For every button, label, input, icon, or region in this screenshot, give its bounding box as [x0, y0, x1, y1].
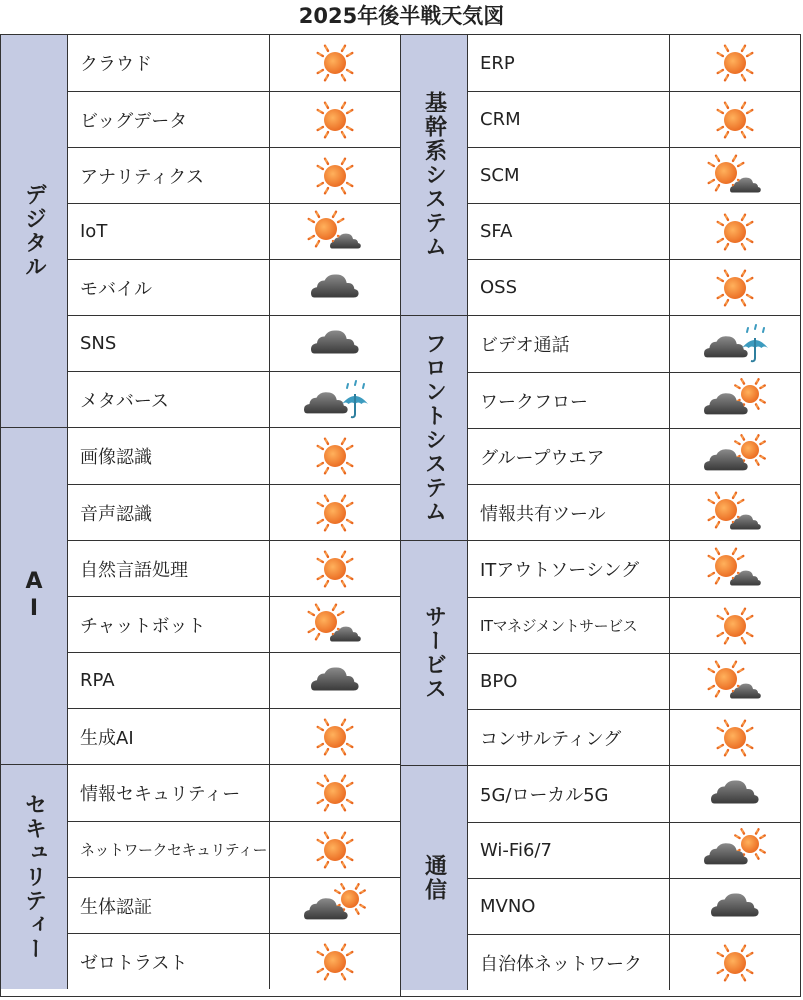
table-row [468, 147, 800, 203]
item-label: SCM [468, 148, 670, 203]
table-row [68, 259, 400, 315]
weather-board [0, 34, 801, 997]
item-label: チャットボット [68, 597, 270, 652]
category-group [1, 35, 400, 427]
sun-icon [670, 35, 800, 91]
sun-icon [270, 934, 400, 989]
table-row [68, 708, 400, 764]
item-label: ビッグデータ [68, 92, 270, 147]
category-group [401, 35, 800, 315]
item-label: ERP [468, 35, 670, 91]
item-label: 画像認識 [68, 428, 270, 484]
item-label: SFA [468, 204, 670, 259]
item-label: SNS [68, 316, 270, 371]
table-row [68, 652, 400, 708]
table-row [468, 484, 800, 540]
item-label: 自然言語処理 [68, 541, 270, 596]
category-text: セキュリティー [21, 793, 47, 961]
category-rows [68, 428, 400, 764]
category-group [1, 764, 400, 989]
sun-icon [270, 485, 400, 540]
item-label: ワークフロー [468, 373, 670, 428]
item-label: MVNO [468, 879, 670, 934]
category-label [401, 541, 468, 765]
sun-icon [270, 822, 400, 877]
item-label: CRM [468, 92, 670, 147]
item-label: Wi-Fi6/7 [468, 823, 670, 878]
table-row [68, 371, 400, 427]
sun-icon [270, 765, 400, 821]
category-text: 基幹系システム [421, 91, 447, 259]
table-row [468, 35, 800, 91]
table-row [68, 540, 400, 596]
category-rows [468, 766, 800, 990]
left-column [1, 35, 400, 996]
table-row [68, 35, 400, 91]
sun-cloud-icon [670, 148, 800, 203]
sun-icon [270, 541, 400, 596]
item-label: IoT [68, 204, 270, 259]
category-label [401, 766, 468, 990]
category-group [1, 427, 400, 764]
cloud-icon [670, 766, 800, 822]
item-label: 生成AI [68, 709, 270, 764]
category-rows [68, 765, 400, 989]
table-row [468, 428, 800, 484]
item-label: OSS [468, 260, 670, 315]
item-label: クラウド [68, 35, 270, 91]
cloud-icon [270, 316, 400, 371]
table-row [468, 541, 800, 597]
rain-umbrella-icon [270, 372, 400, 427]
item-label: ゼロトラスト [68, 934, 270, 989]
category-rows [468, 541, 800, 765]
table-row [68, 933, 400, 989]
item-label: コンサルティング [468, 710, 670, 765]
item-label: 生体認証 [68, 878, 270, 933]
category-group [401, 765, 800, 990]
cloud-sun-icon [670, 373, 800, 428]
item-label: RPA [68, 653, 270, 708]
sun-cloud-icon [270, 597, 400, 652]
item-label: ITマネジメントサービス [468, 598, 670, 653]
sun-icon [670, 935, 800, 990]
sun-icon [670, 92, 800, 147]
category-label [1, 35, 68, 427]
category-group [401, 315, 800, 540]
table-row [468, 316, 800, 372]
table-row [468, 597, 800, 653]
sun-cloud-icon [670, 541, 800, 597]
table-row [68, 91, 400, 147]
sun-icon [670, 260, 800, 315]
item-label: メタバース [68, 372, 270, 427]
category-text: 通信 [421, 854, 447, 902]
table-row [68, 765, 400, 821]
table-row [468, 934, 800, 990]
item-label: 情報共有ツール [468, 485, 670, 540]
category-text: サービス [421, 605, 447, 701]
sun-icon [270, 148, 400, 203]
item-label: ITアウトソーシング [468, 541, 670, 597]
category-text: フロントシステム [421, 332, 447, 524]
table-row [468, 203, 800, 259]
table-row [468, 653, 800, 709]
item-label: 情報セキュリティー [68, 765, 270, 821]
category-rows [468, 316, 800, 540]
item-label: グループウエア [468, 429, 670, 484]
item-label: 音声認識 [68, 485, 270, 540]
category-text: AI [21, 569, 47, 623]
cloud-sun-icon [670, 429, 800, 484]
cloud-icon [270, 653, 400, 708]
page-title: 2025年後半戦天気図 [298, 4, 505, 28]
sun-icon [270, 709, 400, 764]
item-label: アナリティクス [68, 148, 270, 203]
cloud-icon [270, 260, 400, 315]
table-row [468, 91, 800, 147]
table-row [68, 203, 400, 259]
category-rows [468, 35, 800, 315]
table-row [468, 259, 800, 315]
category-label [1, 765, 68, 989]
category-text: デジタル [21, 183, 47, 279]
sun-icon [670, 598, 800, 653]
table-row [468, 822, 800, 878]
item-label: ビデオ通話 [468, 316, 670, 372]
sun-icon [270, 92, 400, 147]
table-row [68, 428, 400, 484]
table-row [468, 709, 800, 765]
table-row [468, 372, 800, 428]
table-row [68, 821, 400, 877]
sun-icon [670, 204, 800, 259]
sun-cloud-icon [270, 204, 400, 259]
category-label [401, 316, 468, 540]
table-row [68, 596, 400, 652]
category-rows [68, 35, 400, 427]
sun-cloud-icon [670, 485, 800, 540]
item-label: 5G/ローカル5G [468, 766, 670, 822]
cloud-sun-icon [270, 878, 400, 933]
item-label: モバイル [68, 260, 270, 315]
category-label [401, 35, 468, 315]
table-row [68, 315, 400, 371]
sun-icon [270, 428, 400, 484]
table-row [68, 484, 400, 540]
item-label: 自治体ネットワーク [468, 935, 670, 990]
sun-icon [670, 710, 800, 765]
table-row [468, 878, 800, 934]
table-row [468, 766, 800, 822]
sun-cloud-icon [670, 654, 800, 709]
category-group [401, 540, 800, 765]
table-row [68, 877, 400, 933]
cloud-icon [670, 879, 800, 934]
item-label: ネットワークセキュリティー [68, 822, 270, 877]
cloud-sun-icon [670, 823, 800, 878]
right-column [400, 35, 800, 996]
category-label [1, 428, 68, 764]
rain-umbrella-icon [670, 316, 800, 372]
item-label: BPO [468, 654, 670, 709]
table-row [68, 147, 400, 203]
sun-icon [270, 35, 400, 91]
